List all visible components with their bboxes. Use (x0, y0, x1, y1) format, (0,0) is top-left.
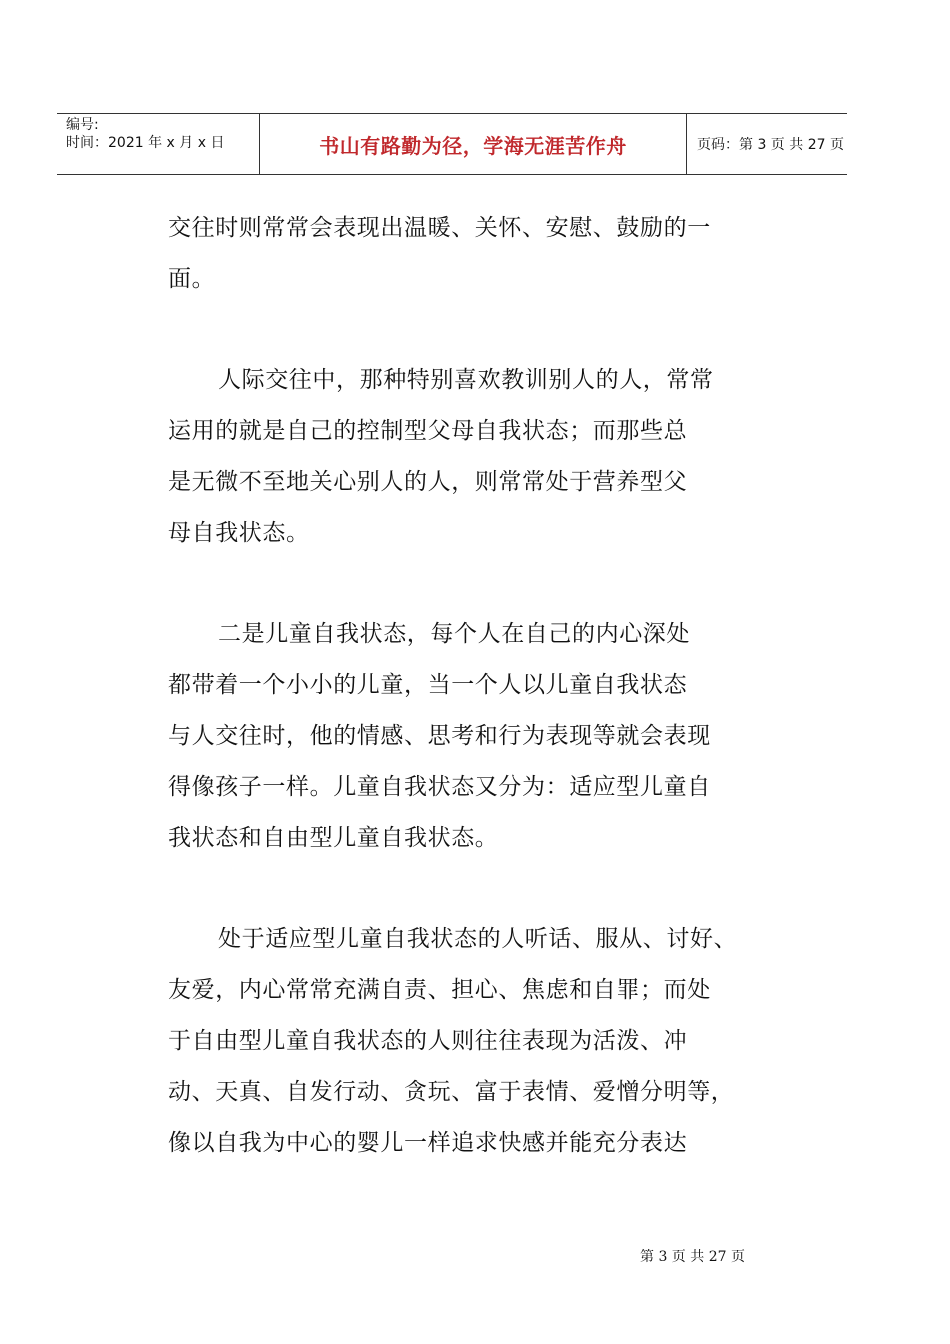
paragraph-2 (168, 355, 748, 559)
paragraph-line: 交往时则常常会表现出温暖、关怀、安慰、鼓励的一 (168, 215, 711, 241)
paragraph-line: 与人交往时，他的情感、思考和行为表现等就会表现 (168, 723, 711, 749)
paragraph-line: 我状态和自由型儿童自我状态。 (168, 825, 499, 851)
paragraph-line: 人际交往中，那种特别喜欢教训别人的人，常常 (218, 367, 714, 393)
paragraph-line: 是无微不至地关心别人的人，则常常处于营养型父 (168, 469, 688, 495)
paragraph-line: 像以自我为中心的婴儿一样追求快感并能充分表达 (168, 1130, 688, 1156)
header-page-info: 页码：第 3 页 共 27 页 (697, 137, 844, 153)
document-header (57, 113, 847, 175)
paragraph-line: 运用的就是自己的控制型父母自我状态；而那些总 (168, 418, 688, 444)
header-time-label: 时间：2021 年 x 月 x 日 (66, 135, 225, 151)
paragraph-4 (168, 914, 748, 1169)
document-body (168, 203, 748, 1219)
paragraph-line: 得像孩子一样。儿童自我状态又分为：适应型儿童自 (168, 774, 711, 800)
header-meta (57, 114, 259, 174)
paragraph-3 (168, 609, 748, 864)
paragraph-line: 处于适应型儿童自我状态的人听话、服从、讨好、 (218, 926, 738, 952)
header-number-label: 编号: (66, 117, 99, 133)
paragraph-line: 母自我状态。 (168, 520, 310, 546)
paragraph-line: 友爱，内心常常充满自责、担心、焦虑和自罪；而处 (168, 977, 711, 1003)
paragraph-line: 都带着一个小小的儿童，当一个人以儿童自我状态 (168, 672, 688, 698)
paragraph-1 (168, 203, 748, 305)
header-motto-cell (259, 114, 687, 174)
paragraph-line: 面。 (168, 266, 216, 292)
paragraph-line: 于自由型儿童自我状态的人则往往表现为活泼、冲 (168, 1028, 688, 1054)
header-motto: 书山有路勤为径，学海无涯苦作舟 (319, 133, 627, 158)
paragraph-line: 动、天真、自发行动、贪玩、富于表情、爱憎分明等， (168, 1079, 735, 1105)
page-footer: 第 3 页 共 27 页 (640, 1249, 745, 1265)
paragraph-line: 二是儿童自我状态，每个人在自己的内心深处 (218, 621, 690, 647)
